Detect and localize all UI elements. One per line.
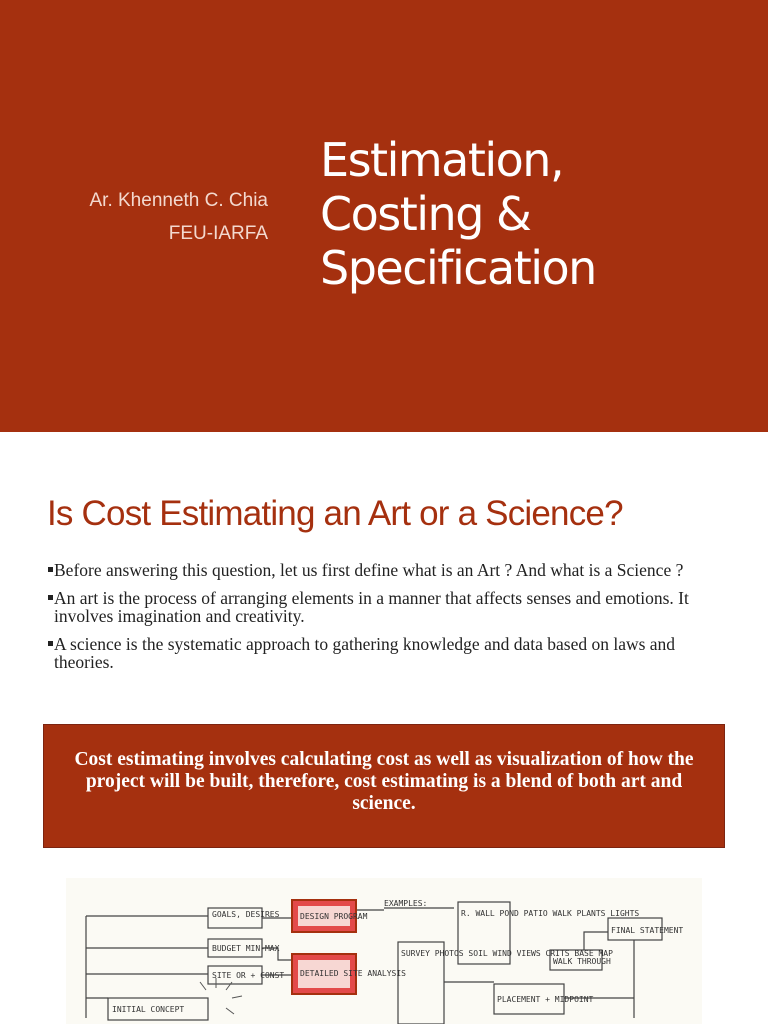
bullet-item-3 (50, 635, 730, 671)
callout-text: Cost estimating involves calculating cost as well as visualization of how the project will be built, therefore, cost estimating is a blend of both art and science. (74, 749, 694, 814)
bullet-square-icon (48, 595, 53, 600)
slide-title (320, 133, 596, 295)
bullet-text: A science is the systematic approach to gathering knowledge and data based on laws and theories. (54, 634, 676, 672)
diagram-svg (66, 878, 702, 1024)
bullet-text: An art is the process of arranging elements in a manner that affects senses and emotions. It involves imagination and creativity. (54, 588, 689, 626)
diagram-connector (564, 932, 634, 1018)
bullet-item-2 (50, 589, 730, 625)
title-line-2: Costing & (320, 187, 531, 241)
diagram-connector (86, 916, 208, 1018)
goals-label: GOALS, DESIRES (212, 910, 280, 919)
survey-list-label: SURVEY PHOTOS SOIL WIND VIEWS CRITS BASE MAP (401, 949, 613, 958)
author-affiliation: FEU-IARFA (168, 223, 268, 244)
bullet-item-1 (50, 561, 730, 579)
bullet-list (50, 561, 730, 681)
wall-list-label: R. WALL POND PATIO WALK PLANTS LIGHTS (461, 909, 640, 918)
bullet-square-icon (48, 641, 53, 646)
final-statement-label: FINAL STATEMENT (611, 926, 684, 935)
author-name: Ar. Khenneth C. Chia (89, 190, 268, 211)
site-label: SITE OR + CONST (212, 971, 285, 980)
bullet-text: Before answering this question, let us first define what is an Art ? And what is a Science ? (54, 560, 684, 580)
budget-label: BUDGET MIN-MAX (212, 944, 280, 953)
diagram-arrow (356, 908, 454, 910)
callout-box (43, 724, 725, 848)
initial-concept-label: INITIAL CONCEPT (112, 1005, 185, 1014)
author-block (90, 184, 269, 250)
examples-label: EXAMPLES: (384, 899, 428, 908)
slide-heading: Is Cost Estimating an Art or a Science? (47, 494, 623, 533)
title-line-3: Specification (320, 241, 596, 295)
walk-through-label: WALK THROUGH (553, 957, 611, 966)
design-program-label: DESIGN PROGRAM (300, 912, 368, 921)
placement-label: PLACEMENT + MIDPOINT (497, 995, 594, 1004)
bullet-square-icon (48, 567, 53, 572)
site-analysis-label: DETAILED SITE ANALYSIS (300, 969, 406, 978)
title-line-1: Estimation, (320, 133, 564, 187)
process-diagram (66, 878, 702, 1024)
title-slide (0, 0, 768, 432)
